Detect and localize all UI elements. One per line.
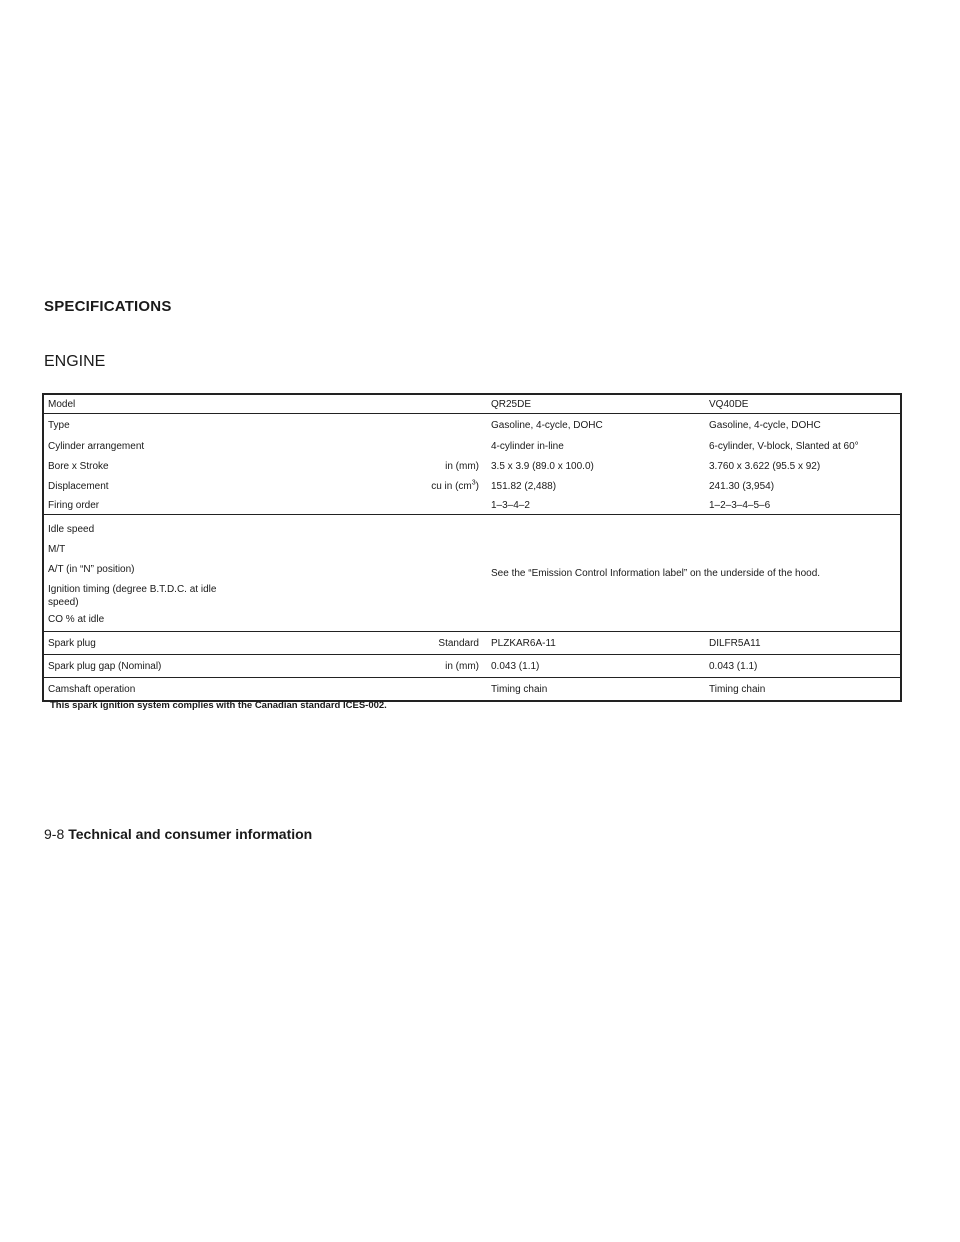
row-value-1: 3.5 x 3.9 (89.0 x 100.0) <box>491 460 594 472</box>
row-label: Bore x Stroke <box>48 460 109 472</box>
row-label: Firing order <box>48 499 100 511</box>
table-row <box>43 632 901 655</box>
emission-label: Ignition timing (degree B.T.D.C. at idle speed) <box>48 584 217 608</box>
emission-group-row <box>43 515 901 632</box>
row-value-2: Timing chain <box>705 678 901 702</box>
emission-label: A/T (in “N” position) <box>48 564 135 575</box>
row-value-1: 0.043 (1.1) <box>487 655 705 678</box>
table-header-row <box>43 394 901 414</box>
row-unit <box>315 678 487 702</box>
compliance-note: This spark ignition system complies with the Canadian standard ICES-002. <box>50 700 387 711</box>
row-value-1: 4-cylinder in-line <box>491 440 564 452</box>
table-row <box>43 456 901 476</box>
row-value-2: 3.760 x 3.622 (95.5 x 92) <box>709 460 821 472</box>
header-unit <box>315 394 487 414</box>
row-unit: in (mm) <box>445 460 479 472</box>
row-value-1: Timing chain <box>487 678 705 702</box>
row-unit <box>315 414 487 437</box>
row-label: Type <box>43 414 315 437</box>
row-value-2: 241.30 (3,954) <box>709 480 775 492</box>
table-row <box>43 476 901 496</box>
row-label: Camshaft operation <box>43 678 315 702</box>
table-row <box>43 678 901 702</box>
unit-suffix: ) <box>475 480 479 492</box>
chapter-title: Technical and consumer information <box>68 826 313 842</box>
row-label: Displacement <box>48 480 109 492</box>
table-row <box>43 436 901 456</box>
emission-label: M/T <box>48 544 66 555</box>
unit-superscript: 3 <box>471 479 476 487</box>
section-title: SPECIFICATIONS <box>44 298 172 315</box>
table-row <box>43 414 901 437</box>
row-unit: in (mm) <box>315 655 487 678</box>
table-row <box>43 655 901 678</box>
row-label: Cylinder arrangement <box>48 440 145 452</box>
row-unit <box>315 496 487 515</box>
row-value-2: DILFR5A11 <box>705 632 901 655</box>
emission-merged-value: See the “Emission Control Information label” on the underside of the hood. <box>487 515 901 632</box>
row-value-2: 1–2–3–4–5–6 <box>709 499 771 511</box>
row-label: Spark plug <box>43 632 315 655</box>
row-unit <box>315 436 487 456</box>
row-value-1: 151.82 (2,488) <box>491 480 557 492</box>
row-value-2: 6-cylinder, V-block, Slanted at 60° <box>709 440 859 452</box>
header-model-2: VQ40DE <box>709 398 749 410</box>
header-model-1: QR25DE <box>491 398 532 410</box>
row-value-1: PLZKAR6A-11 <box>487 632 705 655</box>
engine-spec-table <box>42 393 902 702</box>
header-label: Model <box>48 398 76 410</box>
row-value-2: Gasoline, 4-cycle, DOHC <box>705 414 901 437</box>
unit-prefix: cu in (cm <box>431 480 472 492</box>
table-row <box>43 496 901 515</box>
page-number: 9-8 <box>44 826 65 842</box>
row-label: Spark plug gap (Nominal) <box>43 655 315 678</box>
row-value-1: 1–3–4–2 <box>491 499 530 511</box>
emission-label: CO % at idle <box>48 614 105 625</box>
row-unit <box>315 476 487 496</box>
row-value-1: Gasoline, 4-cycle, DOHC <box>487 414 705 437</box>
row-unit: Standard <box>315 632 487 655</box>
emission-labels <box>43 515 487 632</box>
subsection-title: ENGINE <box>44 353 106 370</box>
row-value-2: 0.043 (1.1) <box>705 655 901 678</box>
emission-label: Idle speed <box>48 524 95 535</box>
page-footer <box>44 826 312 842</box>
